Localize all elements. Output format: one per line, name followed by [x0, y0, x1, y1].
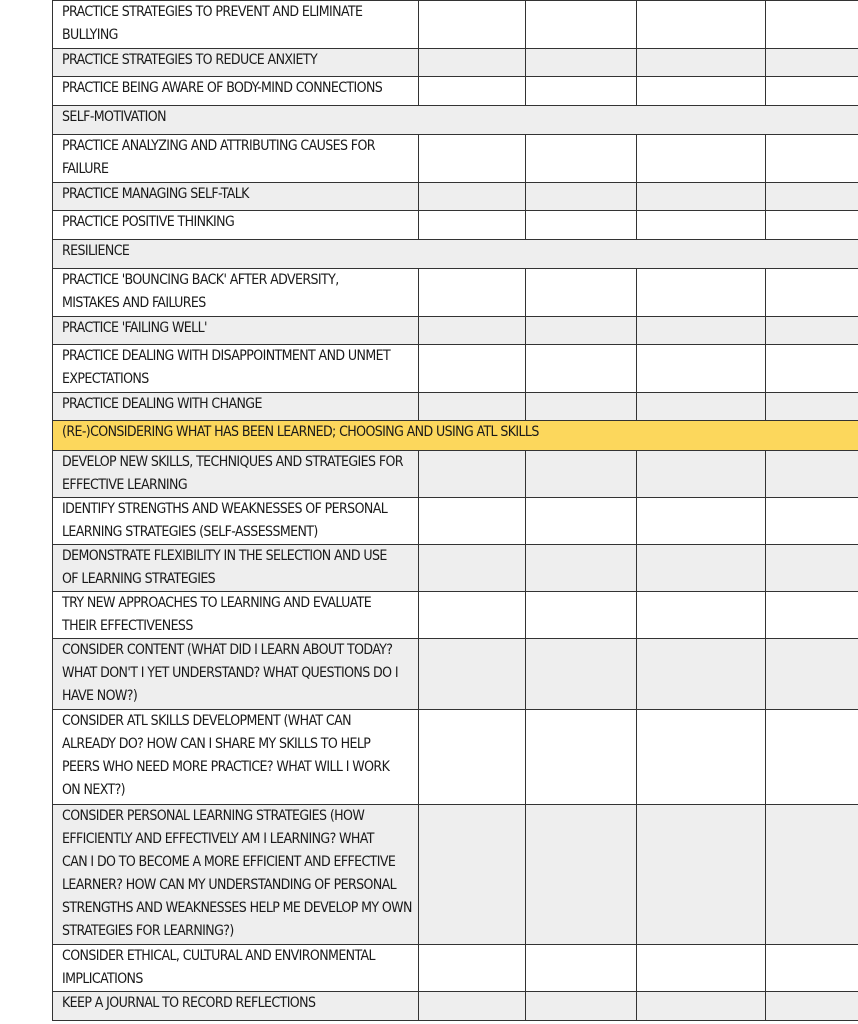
- skill-label-cell: [53, 498, 419, 545]
- skill-row: [53, 945, 858, 992]
- skill-label: PRACTICE BEING AWARE OF BODY-MIND CONNECTIONS: [62, 80, 383, 96]
- rating-cell-1[interactable]: [419, 805, 526, 945]
- rating-cell-2[interactable]: [526, 49, 637, 77]
- rating-cell-3[interactable]: [637, 498, 766, 545]
- section-heading-cell: [53, 421, 858, 451]
- rating-cell-1[interactable]: [419, 317, 526, 345]
- rating-cell-2[interactable]: [526, 317, 637, 345]
- rating-cell-4[interactable]: [766, 1, 858, 49]
- skill-label: PRACTICE STRATEGIES TO PREVENT AND ELIMINATE BULLYING: [62, 4, 363, 43]
- rating-cell-2[interactable]: [526, 805, 637, 945]
- skill-row: [53, 317, 858, 345]
- skill-label: DEVELOP NEW SKILLS, TECHNIQUES AND STRATEGIES FOR EFFECTIVE LEARNING: [62, 454, 403, 493]
- rating-cell-4[interactable]: [766, 77, 858, 106]
- skill-label-cell: [53, 592, 419, 639]
- skill-label: PRACTICE 'FAILING WELL': [62, 320, 207, 336]
- rating-cell-1[interactable]: [419, 592, 526, 639]
- rating-cell-1[interactable]: [419, 135, 526, 183]
- rating-cell-4[interactable]: [766, 498, 858, 545]
- skills-table-body: [53, 1, 858, 1021]
- rating-cell-1[interactable]: [419, 545, 526, 592]
- skill-row: [53, 992, 858, 1021]
- skill-label-cell: [53, 269, 419, 317]
- skill-row: [53, 345, 858, 393]
- rating-cell-2[interactable]: [526, 393, 637, 421]
- atl-skills-checklist: [52, 0, 806, 1021]
- skill-label-cell: [53, 211, 419, 240]
- skill-label: PRACTICE DEALING WITH CHANGE: [62, 396, 262, 412]
- rating-cell-2[interactable]: [526, 945, 637, 992]
- skill-label: CONSIDER ETHICAL, CULTURAL AND ENVIRONMENTAL IMPLICATIONS: [62, 948, 375, 987]
- rating-cell-3[interactable]: [637, 992, 766, 1021]
- rating-cell-2[interactable]: [526, 592, 637, 639]
- rating-cell-3[interactable]: [637, 345, 766, 393]
- skill-row: [53, 49, 858, 77]
- skill-row: [53, 135, 858, 183]
- skill-label-cell: [53, 451, 419, 498]
- rating-cell-2[interactable]: [526, 135, 637, 183]
- section-heading-row: [53, 106, 858, 135]
- skill-row: [53, 1, 858, 49]
- skill-row: [53, 183, 858, 211]
- skill-label: PRACTICE STRATEGIES TO REDUCE ANXIETY: [62, 52, 318, 68]
- rating-cell-1[interactable]: [419, 269, 526, 317]
- skill-label: DEMONSTRATE FLEXIBILITY IN THE SELECTION AND USE OF LEARNING STRATEGIES: [62, 548, 387, 587]
- section-heading-row: [53, 421, 858, 451]
- skill-label-cell: [53, 545, 419, 592]
- skill-label-cell: [53, 183, 419, 211]
- rating-cell-2[interactable]: [526, 269, 637, 317]
- rating-cell-4[interactable]: [766, 183, 858, 211]
- skill-row: [53, 269, 858, 317]
- rating-cell-1[interactable]: [419, 992, 526, 1021]
- rating-cell-1[interactable]: [419, 498, 526, 545]
- rating-cell-1[interactable]: [419, 77, 526, 106]
- skill-label-cell: [53, 639, 419, 710]
- skill-label-cell: [53, 393, 419, 421]
- rating-cell-4[interactable]: [766, 345, 858, 393]
- skill-label: CONSIDER CONTENT (WHAT DID I LEARN ABOUT TODAY? WHAT DON'T I YET UNDERSTAND? WHAT QUESTIONS DO I HAVE NOW?): [62, 642, 398, 704]
- rating-cell-3[interactable]: [637, 545, 766, 592]
- skill-label-cell: [53, 992, 419, 1021]
- skill-row: [53, 545, 858, 592]
- rating-cell-4[interactable]: [766, 269, 858, 317]
- skill-label-cell: [53, 1, 419, 49]
- rating-cell-3[interactable]: [637, 710, 766, 805]
- rating-cell-1[interactable]: [419, 211, 526, 240]
- skill-label-cell: [53, 317, 419, 345]
- rating-cell-1[interactable]: [419, 1, 526, 49]
- skill-label: PRACTICE POSITIVE THINKING: [62, 214, 235, 230]
- rating-cell-2[interactable]: [526, 451, 637, 498]
- skill-label-cell: [53, 945, 419, 992]
- rating-cell-2[interactable]: [526, 183, 637, 211]
- rating-cell-4[interactable]: [766, 545, 858, 592]
- skill-row: [53, 592, 858, 639]
- rating-cell-4[interactable]: [766, 945, 858, 992]
- skill-row: [53, 211, 858, 240]
- rating-cell-1[interactable]: [419, 345, 526, 393]
- rating-cell-4[interactable]: [766, 592, 858, 639]
- section-heading-label: (RE-)CONSIDERING WHAT HAS BEEN LEARNED; CHOOSING AND USING ATL SKILLS: [62, 424, 539, 440]
- rating-cell-4[interactable]: [766, 451, 858, 498]
- skill-row: [53, 451, 858, 498]
- skill-row: [53, 498, 858, 545]
- skill-label-cell: [53, 49, 419, 77]
- rating-cell-3[interactable]: [637, 639, 766, 710]
- rating-cell-2[interactable]: [526, 992, 637, 1021]
- skill-label-cell: [53, 77, 419, 106]
- skill-label: PRACTICE DEALING WITH DISAPPOINTMENT AND UNMET EXPECTATIONS: [62, 348, 391, 387]
- rating-cell-3[interactable]: [637, 49, 766, 77]
- rating-cell-4[interactable]: [766, 135, 858, 183]
- rating-cell-3[interactable]: [637, 592, 766, 639]
- rating-cell-3[interactable]: [637, 317, 766, 345]
- skill-label: TRY NEW APPROACHES TO LEARNING AND EVALUATE THEIR EFFECTIVENESS: [62, 595, 372, 634]
- rating-cell-2[interactable]: [526, 1, 637, 49]
- skill-label: CONSIDER ATL SKILLS DEVELOPMENT (WHAT CAN ALREADY DO? HOW CAN I SHARE MY SKILLS TO HELP PEERS WHO NEED MORE PRACTICE? WHAT WILL I WORK ON NEXT?): [62, 713, 390, 798]
- rating-cell-3[interactable]: [637, 269, 766, 317]
- rating-cell-4[interactable]: [766, 49, 858, 77]
- rating-cell-3[interactable]: [637, 393, 766, 421]
- skill-row: [53, 805, 858, 945]
- section-heading-row: [53, 240, 858, 269]
- rating-cell-2[interactable]: [526, 211, 637, 240]
- rating-cell-3[interactable]: [637, 805, 766, 945]
- section-heading-label: RESILIENCE: [62, 243, 130, 259]
- rating-cell-1[interactable]: [419, 945, 526, 992]
- section-heading-cell: [53, 240, 858, 269]
- rating-cell-1[interactable]: [419, 183, 526, 211]
- rating-cell-1[interactable]: [419, 451, 526, 498]
- skill-label-cell: [53, 710, 419, 805]
- rating-cell-4[interactable]: [766, 317, 858, 345]
- rating-cell-4[interactable]: [766, 211, 858, 240]
- rating-cell-4[interactable]: [766, 639, 858, 710]
- skills-table: [52, 0, 858, 1021]
- rating-cell-2[interactable]: [526, 639, 637, 710]
- skill-label: PRACTICE 'BOUNCING BACK' AFTER ADVERSITY, MISTAKES AND FAILURES: [62, 272, 339, 311]
- rating-cell-4[interactable]: [766, 992, 858, 1021]
- rating-cell-1[interactable]: [419, 393, 526, 421]
- rating-cell-1[interactable]: [419, 639, 526, 710]
- rating-cell-3[interactable]: [637, 945, 766, 992]
- rating-cell-4[interactable]: [766, 805, 858, 945]
- rating-cell-2[interactable]: [526, 345, 637, 393]
- rating-cell-2[interactable]: [526, 545, 637, 592]
- rating-cell-3[interactable]: [637, 77, 766, 106]
- skill-label-cell: [53, 805, 419, 945]
- skill-label-cell: [53, 135, 419, 183]
- skill-label: PRACTICE ANALYZING AND ATTRIBUTING CAUSES FOR FAILURE: [62, 138, 375, 177]
- section-heading-cell: [53, 106, 858, 135]
- skill-row: [53, 639, 858, 710]
- rating-cell-1[interactable]: [419, 49, 526, 77]
- rating-cell-3[interactable]: [637, 211, 766, 240]
- rating-cell-4[interactable]: [766, 393, 858, 421]
- skill-label: CONSIDER PERSONAL LEARNING STRATEGIES (HOW EFFICIENTLY AND EFFECTIVELY AM I LEARNING? WHAT CAN I DO TO BECOME A MORE EFFICIENT AND EFFECTIVE LEARNER? HOW CAN MY UNDERSTANDING OF PERSONAL STRENGTHS AND WEAKNESSES HELP ME DEVELOP MY OWN STRATEGIES FOR LEARNING?): [62, 808, 412, 939]
- rating-cell-3[interactable]: [637, 183, 766, 211]
- rating-cell-2[interactable]: [526, 77, 637, 106]
- rating-cell-2[interactable]: [526, 710, 637, 805]
- rating-cell-3[interactable]: [637, 1, 766, 49]
- skill-label-cell: [53, 345, 419, 393]
- skill-label: KEEP A JOURNAL TO RECORD REFLECTIONS: [62, 995, 316, 1011]
- rating-cell-2[interactable]: [526, 498, 637, 545]
- skill-label: PRACTICE MANAGING SELF-TALK: [62, 186, 249, 202]
- rating-cell-4[interactable]: [766, 710, 858, 805]
- section-heading-label: SELF-MOTIVATION: [62, 109, 166, 125]
- rating-cell-3[interactable]: [637, 135, 766, 183]
- skill-row: [53, 77, 858, 106]
- skill-row: [53, 710, 858, 805]
- skill-label: IDENTIFY STRENGTHS AND WEAKNESSES OF PERSONAL LEARNING STRATEGIES (SELF-ASSESSMENT): [62, 501, 388, 540]
- rating-cell-3[interactable]: [637, 451, 766, 498]
- skill-row: [53, 393, 858, 421]
- rating-cell-1[interactable]: [419, 710, 526, 805]
